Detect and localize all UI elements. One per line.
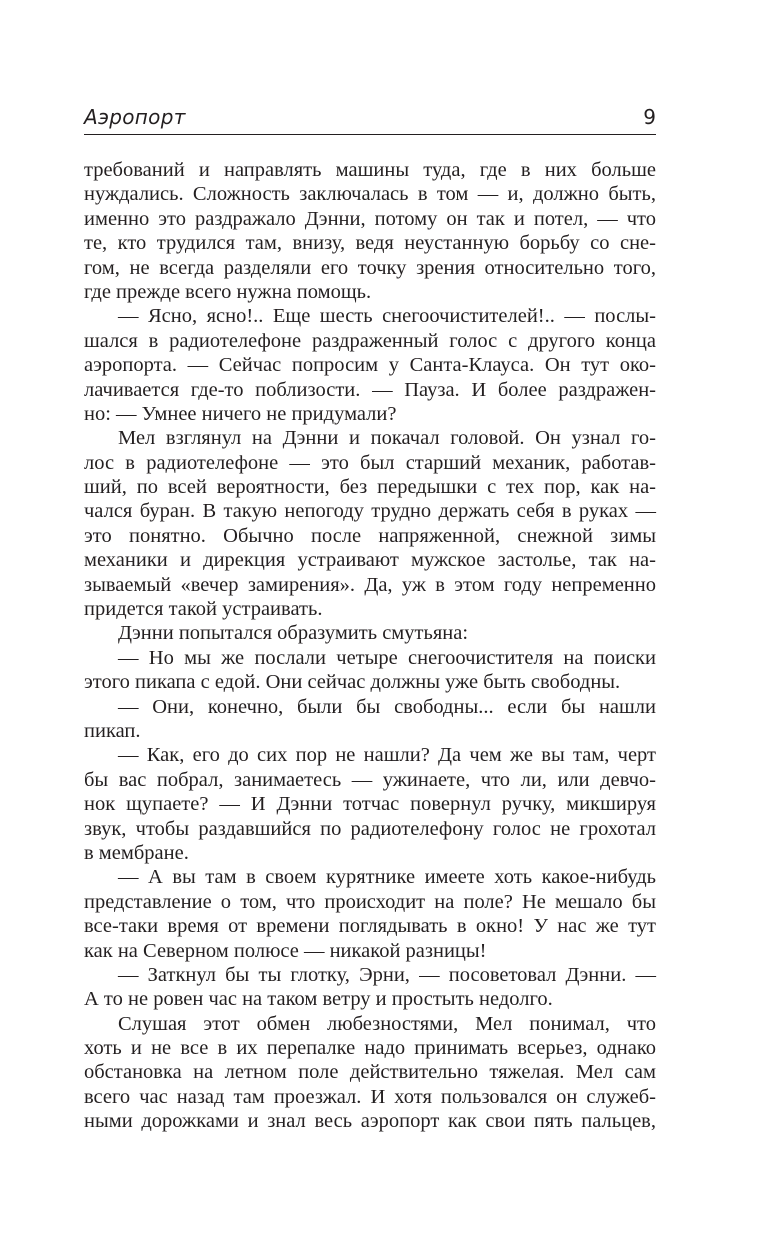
- text-line: всего час назад там проезжал. И хотя пользовался он служеб-: [84, 1085, 656, 1108]
- text-line: представление о том, что происходит на поле? Не мешало бы: [84, 890, 656, 913]
- text-line: Мел взглянул на Дэнни и покачал головой. Он узнал го-: [118, 427, 656, 450]
- text-line: — Но мы же послали четыре снегоочистителя на поиски: [118, 646, 656, 669]
- text-body: [84, 158, 656, 1134]
- text-line: — Как, его до сих пор не нашли? Да чем же вы там, черт: [118, 744, 656, 767]
- text-line: в мембране.: [84, 841, 189, 864]
- text-line: А то не ровен час на таком ветру и простыть недолго.: [84, 988, 553, 1011]
- text-line: Дэнни попытался образумить смутьяна:: [118, 622, 469, 645]
- text-line: как на Северном полюсе — никакой разницы!: [84, 939, 487, 962]
- text-line: — А вы там в своем курятнике имеете хоть какое-нибудь: [118, 866, 656, 889]
- text-line: Слушая этот обмен любезностями, Мел понимал, что: [118, 1012, 656, 1035]
- text-line: этого пикапа с едой. Они сейчас должны уже быть свободны.: [84, 671, 621, 694]
- text-line: но: — Умнее ничего не придумали?: [84, 402, 397, 425]
- running-head: [84, 104, 656, 135]
- text-line: это понятно. Обычно после напряженной, снежной зимы: [84, 524, 656, 547]
- text-line: те, кто трудился там, внизу, ведя неустанную борьбу со сне-: [84, 232, 656, 255]
- text-line: лачивается где-то поблизости. — Пауза. И более раздражен-: [84, 378, 656, 401]
- text-line: придется такой устраивать.: [84, 598, 323, 621]
- text-line: нуждались. Сложность заключалась в том — и, должно быть,: [84, 183, 656, 206]
- text-line: аэропорта. — Сейчас попросим у Санта-Клауса. Он тут око-: [84, 354, 656, 377]
- text-line: ший, по всей вероятности, без передышки с тех пор, как на-: [84, 476, 656, 499]
- text-line: обстановка на летном поле действительно тяжелая. Мел сам: [84, 1061, 656, 1084]
- text-line: механики и дирекция устраивают мужское застолье, так на-: [84, 549, 656, 572]
- text-line: хоть и не все в их перепалке надо принимать всерьез, однако: [84, 1037, 656, 1060]
- text-line: чался буран. В такую непогоду трудно держать себя в руках —: [84, 500, 656, 523]
- text-line: ными дорожками и знал весь аэропорт как свои пять пальцев,: [84, 1110, 656, 1133]
- text-line: звук, чтобы раздавшийся по радиотелефону голос не грохотал: [84, 817, 656, 840]
- text-line: требований и направлять машины туда, где в них больше: [84, 159, 656, 181]
- text-line: гом, не всегда разделяли его точку зрения относительно того,: [84, 256, 656, 279]
- text-line: где прежде всего нужна помощь.: [84, 280, 372, 303]
- text-line: бы вас побрал, занимаетесь — ужинаете, что ли, или девчо-: [84, 768, 656, 791]
- text-line: — Ясно, ясно!.. Еще шесть снегоочистителей!.. — послы-: [118, 305, 656, 328]
- text-line: все-таки время от времени поглядывать в окно! У нас же тут: [84, 915, 656, 938]
- text-line: зываемый «вечер замирения». Да, уж в этом году непременно: [84, 573, 656, 596]
- page-number: 9: [643, 105, 656, 129]
- text-line: — Они, конечно, были бы свободны... если бы нашли: [118, 695, 656, 718]
- text-line: — Заткнул бы ты глотку, Эрни, — посоветовал Дэнни. —: [118, 963, 656, 986]
- text-line: лос в радиотелефоне — это был старший механик, работав-: [84, 451, 656, 474]
- text-line: именно это раздражало Дэнни, потому он так и потел, — что: [84, 207, 656, 230]
- text-line: нок щупаете? — И Дэнни тотчас повернул ручку, микшируя: [84, 793, 656, 816]
- book-title: Аэропорт: [84, 105, 186, 129]
- text-line: шался в радиотелефоне раздраженный голос с другого конца: [84, 329, 656, 352]
- text-line: пикап.: [84, 719, 141, 742]
